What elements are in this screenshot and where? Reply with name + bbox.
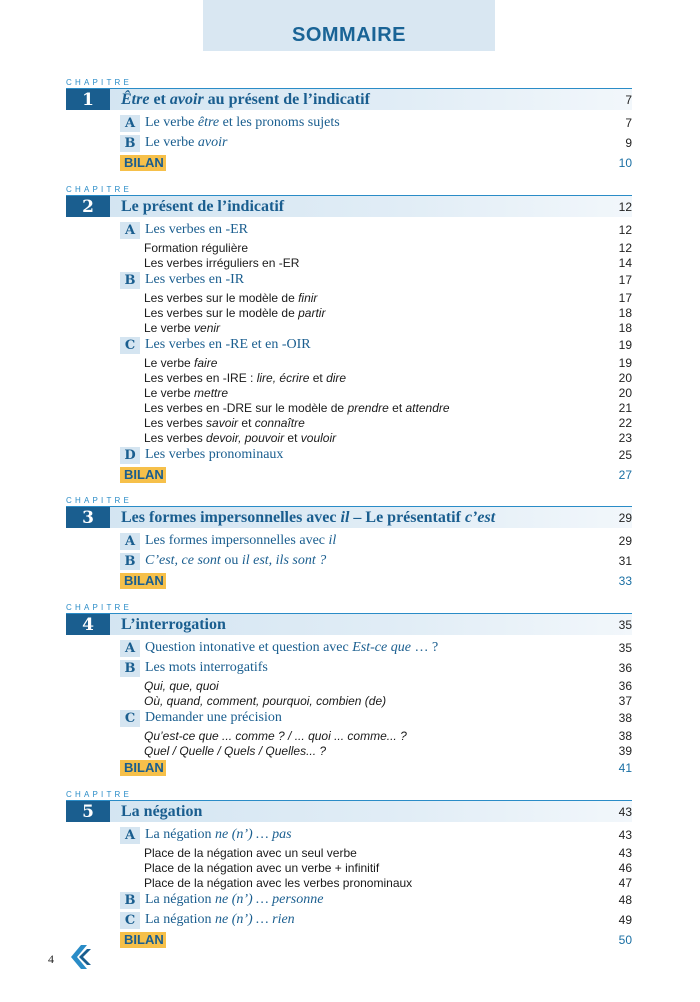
- subsection-title: [120, 729, 592, 743]
- section-title: [140, 272, 592, 288]
- section-title: [140, 660, 592, 676]
- subsection-row[interactable]: [120, 290, 632, 305]
- subsection-title-part: prendre: [347, 400, 389, 415]
- chapter-heading[interactable]: [66, 800, 632, 822]
- subsection-row[interactable]: [120, 693, 632, 708]
- chapter-label: CHAPITRE: [66, 496, 133, 505]
- bilan-row[interactable]: [120, 758, 632, 778]
- subsection-title-part: et: [388, 400, 406, 415]
- subsection-title: [120, 321, 592, 335]
- subsection-row[interactable]: [120, 743, 632, 758]
- section-letter: D: [120, 447, 140, 464]
- bilan-row[interactable]: [120, 571, 632, 591]
- chapter-title-part: Les formes impersonnelles avec: [121, 508, 341, 526]
- section-row[interactable]: [120, 638, 632, 658]
- chapter-number: 3: [66, 507, 110, 528]
- subsection-title: [120, 431, 592, 445]
- chapter-label: CHAPITRE: [66, 185, 133, 194]
- chapter-title-part: Être: [121, 90, 150, 108]
- subsection-title: [120, 291, 592, 305]
- page-ref: 17: [618, 273, 632, 287]
- chapter-title-part: avoir: [169, 90, 204, 108]
- section-title-part: et les pronoms sujets: [219, 115, 340, 130]
- bilan-badge: BILAN: [120, 155, 166, 171]
- page-ref: 36: [618, 678, 632, 693]
- subsection-row[interactable]: [120, 320, 632, 335]
- page-ref: 27: [618, 468, 632, 482]
- page-ref: 46: [618, 860, 632, 875]
- subsection-title-part: Le verbe: [144, 385, 195, 400]
- chapter-title: [110, 803, 602, 821]
- page-ref: 21: [618, 400, 632, 415]
- subsection-title-part: Place de la négation avec un seul verbe: [144, 845, 357, 860]
- chapter-heading[interactable]: [66, 88, 632, 110]
- chapter-title: [110, 616, 602, 634]
- subsection-title-part: Formation régulière: [144, 240, 249, 255]
- chapter-title-part: Le présent de l’indicatif: [121, 197, 285, 215]
- section-title-part: La négation: [145, 912, 215, 927]
- section-title: [140, 892, 592, 908]
- page-ref: 38: [618, 711, 632, 725]
- chapter-2: [66, 185, 632, 485]
- section-letter: B: [120, 553, 140, 570]
- chapter-label: CHAPITRE: [66, 790, 133, 799]
- section-title: [140, 222, 592, 238]
- section-row[interactable]: [120, 133, 632, 153]
- section-row[interactable]: [120, 113, 632, 133]
- subsection-row[interactable]: [120, 255, 632, 270]
- subsection-title-part: Les verbes sur le modèle de: [144, 290, 299, 305]
- page-ref: 9: [625, 136, 632, 150]
- subsection-title-part: Les verbes: [144, 430, 207, 445]
- subsection-title: [120, 416, 592, 430]
- subsection-title: [120, 876, 592, 890]
- subsection-title: [120, 401, 592, 415]
- section-row[interactable]: [120, 531, 632, 551]
- section-row[interactable]: [120, 708, 632, 728]
- subsection-title-part: Qu’est-ce que ... comme ? / ... quoi ... comme... ?: [144, 728, 407, 743]
- section-title-part: Les verbes en -IR: [145, 272, 245, 287]
- chapter-title-part: L’interrogation: [121, 615, 226, 633]
- chapter-number: 1: [66, 89, 110, 110]
- subsection-title-part: mettre: [194, 385, 229, 400]
- subsection-row[interactable]: [120, 415, 632, 430]
- subsection-title-part: Place de la négation avec les verbes pronominaux: [144, 875, 413, 890]
- section-title: [140, 912, 592, 928]
- section-title-part: Demander une précision: [145, 710, 282, 725]
- page-ref: 31: [618, 554, 632, 568]
- section-title-part: ne (n’) … rien: [214, 912, 295, 927]
- bilan-badge: BILAN: [120, 467, 166, 483]
- chapter-number: 4: [66, 614, 110, 635]
- subsection-row[interactable]: [120, 240, 632, 255]
- subsection-row[interactable]: [120, 860, 632, 875]
- chapter-title: [110, 91, 602, 109]
- subsection-row[interactable]: [120, 875, 632, 890]
- section-title-part: ne (n’) … pas: [214, 827, 292, 842]
- subsection-row[interactable]: [120, 430, 632, 445]
- page-ref: 18: [618, 305, 632, 320]
- subsection-title-part: faire: [194, 355, 218, 370]
- section-title-part: Le verbe: [145, 135, 198, 150]
- section-title-part: Question intonative et question avec: [145, 640, 353, 655]
- subsection-title-part: Les verbes en -IRE :: [144, 370, 257, 385]
- subsection-title: [120, 356, 592, 370]
- section-title-part: Le verbe: [145, 115, 198, 130]
- subsection-title: [120, 386, 592, 400]
- bilan-row[interactable]: [120, 153, 632, 173]
- page-ref: 19: [618, 355, 632, 370]
- subsection-title-part: lire, écrire: [256, 370, 310, 385]
- section-title-part: il est, ils sont ?: [241, 553, 327, 568]
- page-ref: 36: [618, 661, 632, 675]
- subsection-title-part: Les verbes: [144, 415, 207, 430]
- section-letter: C: [120, 337, 140, 354]
- section-title-part: Est-ce que: [352, 640, 411, 655]
- subsection-title-part: venir: [194, 320, 221, 335]
- subsection-row[interactable]: [120, 728, 632, 743]
- section-title-part: Les verbes pronominaux: [145, 447, 284, 462]
- subsection-row[interactable]: [120, 355, 632, 370]
- chapter-3: [66, 496, 632, 591]
- subsection-title-part: Qui, que, quoi: [144, 678, 219, 693]
- section-title: [140, 447, 592, 463]
- bilan-row[interactable]: [120, 930, 632, 950]
- page-ref: 41: [618, 761, 632, 775]
- double-chevron-left-icon: [68, 944, 92, 970]
- page-ref: 35: [618, 641, 632, 655]
- subsection-title-part: Où, quand, comment, pourquoi, combien (de): [144, 693, 387, 708]
- section-title: [140, 533, 592, 549]
- section-title: [140, 640, 592, 656]
- section-title-part: ne (n’) … personne: [214, 892, 324, 907]
- chapter-heading[interactable]: [66, 613, 632, 635]
- section-title: [140, 135, 592, 151]
- section-title-part: C’est, ce sont: [145, 553, 221, 568]
- section-title-part: La négation: [145, 892, 215, 907]
- page-ref: 25: [618, 448, 632, 462]
- chapter-page: 35: [618, 617, 632, 632]
- page-ref: 18: [618, 320, 632, 335]
- section-title-part: … ?: [410, 640, 439, 655]
- subsection-title-part: Le verbe: [144, 355, 195, 370]
- page-ref: 23: [618, 430, 632, 445]
- section-letter: B: [120, 135, 140, 152]
- chapter-page: 12: [618, 199, 632, 214]
- section-title: [140, 115, 592, 131]
- page-title-banner: [203, 0, 495, 51]
- subsection-title-part: finir: [298, 290, 318, 305]
- section-letter: B: [120, 272, 140, 289]
- subsection-row[interactable]: [120, 400, 632, 415]
- bilan-badge: BILAN: [120, 573, 166, 589]
- page-ref: 7: [625, 116, 632, 130]
- chapter-4: [66, 603, 632, 778]
- section-title-part: La négation: [145, 827, 215, 842]
- section-letter: C: [120, 710, 140, 727]
- subsection-row[interactable]: [120, 305, 632, 320]
- page-ref: 48: [618, 893, 632, 907]
- section-row[interactable]: [120, 658, 632, 678]
- page-ref: 22: [618, 415, 632, 430]
- subsection-row[interactable]: [120, 385, 632, 400]
- page-ref: 43: [618, 845, 632, 860]
- section-title-part: être: [197, 115, 220, 130]
- chapter-title-part: c’est: [464, 508, 496, 526]
- chapter-1: [66, 78, 632, 173]
- page-ref: 49: [618, 913, 632, 927]
- chapter-title-part: au présent de l’indicatif: [203, 90, 370, 108]
- section-letter: A: [120, 115, 140, 132]
- chapter-number: 2: [66, 196, 110, 217]
- chapter-title: [110, 198, 602, 216]
- chapter-label: CHAPITRE: [66, 603, 133, 612]
- section-row[interactable]: [120, 890, 632, 910]
- subsection-row[interactable]: [120, 845, 632, 860]
- section-row[interactable]: [120, 335, 632, 355]
- page-ref: 12: [618, 240, 632, 255]
- section-row[interactable]: [120, 910, 632, 930]
- section-row[interactable]: [120, 270, 632, 290]
- subsection-title-part: Le verbe: [144, 320, 195, 335]
- subsection-title: [120, 861, 592, 875]
- page-ref: 33: [618, 574, 632, 588]
- section-title: [140, 553, 592, 569]
- section-row[interactable]: [120, 445, 632, 465]
- page-ref: 17: [618, 290, 632, 305]
- page-ref: 50: [618, 933, 632, 947]
- chapter-heading[interactable]: [66, 195, 632, 217]
- subsection-title-part: devoir, pouvoir: [206, 430, 285, 445]
- subsection-title-part: et: [238, 415, 255, 430]
- page-ref: 38: [618, 728, 632, 743]
- subsection-title-part: savoir: [206, 415, 239, 430]
- subsection-title-part: Les verbes en -DRE sur le modèle de: [144, 400, 348, 415]
- section-letter: B: [120, 892, 140, 909]
- chapter-title: [110, 509, 602, 527]
- page-ref: 39: [618, 743, 632, 758]
- section-letter: B: [120, 660, 140, 677]
- page-ref: 47: [618, 875, 632, 890]
- chapter-5: [66, 790, 632, 950]
- page-ref: 29: [618, 534, 632, 548]
- section-letter: A: [120, 533, 140, 550]
- page-number: 4: [48, 952, 54, 966]
- chapter-label: CHAPITRE: [66, 78, 133, 87]
- subsection-title: [120, 256, 592, 270]
- section-row[interactable]: [120, 551, 632, 571]
- page-ref: 10: [618, 156, 632, 170]
- chapter-page: 7: [625, 92, 632, 107]
- subsection-title-part: et: [284, 430, 301, 445]
- subsection-title-part: Les verbes sur le modèle de: [144, 305, 299, 320]
- subsection-title-part: attendre: [405, 400, 450, 415]
- page-ref: 43: [618, 828, 632, 842]
- subsection-title: [120, 306, 592, 320]
- subsection-title-part: Place de la négation avec un verbe + infinitif: [144, 860, 380, 875]
- subsection-title-part: Les verbes irréguliers en -ER: [144, 255, 300, 270]
- chapter-page: 43: [618, 804, 632, 819]
- subsection-title-part: vouloir: [300, 430, 337, 445]
- page-title: SOMMAIRE: [292, 24, 406, 46]
- bilan-badge: BILAN: [120, 932, 166, 948]
- section-letter: C: [120, 912, 140, 929]
- subsection-title: [120, 694, 592, 708]
- subsection-title: [120, 241, 592, 255]
- subsection-title: [120, 679, 592, 693]
- bilan-badge: BILAN: [120, 760, 166, 776]
- section-title: [140, 337, 592, 353]
- section-letter: A: [120, 640, 140, 657]
- subsection-title-part: Quel / Quelle / Quels / Quelles... ?: [144, 743, 327, 758]
- section-title-part: Les verbes en -RE et en -OIR: [145, 337, 311, 352]
- section-row[interactable]: [120, 825, 632, 845]
- section-title-part: Les mots interrogatifs: [145, 660, 268, 675]
- section-title-part: avoir: [197, 135, 228, 150]
- subsection-title: [120, 846, 592, 860]
- page-ref: 12: [618, 223, 632, 237]
- chapter-title-part: il: [340, 508, 350, 526]
- page-ref: 14: [618, 255, 632, 270]
- chapter-page: 29: [618, 510, 632, 525]
- section-title-part: il: [328, 533, 337, 548]
- subsection-row[interactable]: [120, 370, 632, 385]
- subsection-title-part: partir: [298, 305, 326, 320]
- section-letter: A: [120, 222, 140, 239]
- page-ref: 20: [618, 385, 632, 400]
- subsection-title-part: et: [309, 370, 327, 385]
- chapter-title-part: – Le présentatif: [349, 508, 465, 526]
- section-title-part: Les formes impersonnelles avec: [145, 533, 329, 548]
- subsection-title-part: connaître: [254, 415, 305, 430]
- chapter-number: 5: [66, 801, 110, 822]
- section-row[interactable]: [120, 220, 632, 240]
- chapter-heading[interactable]: [66, 506, 632, 528]
- chapter-title-part: et: [149, 90, 170, 108]
- chapter-title-part: La négation: [121, 802, 203, 820]
- page-ref: 37: [618, 693, 632, 708]
- subsection-title: [120, 744, 592, 758]
- section-title: [140, 827, 592, 843]
- subsection-title: [120, 371, 592, 385]
- page-ref: 19: [618, 338, 632, 352]
- section-title-part: Les verbes en -ER: [145, 222, 249, 237]
- section-title: [140, 710, 592, 726]
- subsection-title-part: dire: [326, 370, 347, 385]
- subsection-row[interactable]: [120, 678, 632, 693]
- section-title-part: ou: [220, 553, 242, 568]
- page-ref: 20: [618, 370, 632, 385]
- section-letter: A: [120, 827, 140, 844]
- bilan-row[interactable]: [120, 465, 632, 485]
